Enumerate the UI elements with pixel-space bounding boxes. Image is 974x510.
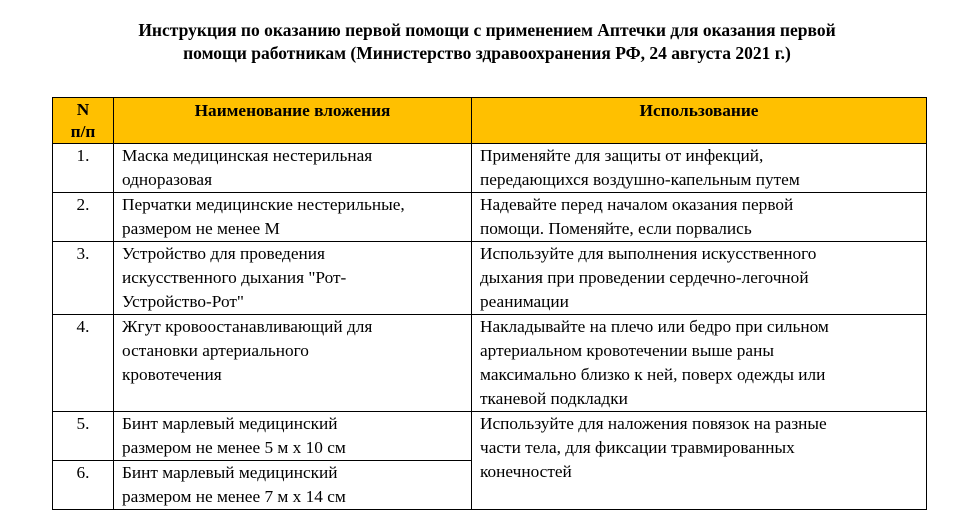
header-number-line-2: п/п [70, 122, 96, 141]
item-name-line: Устройство-Рот" [122, 292, 244, 311]
usage-line: Надевайте перед началом оказания первой [480, 195, 794, 214]
row-item-name [114, 315, 472, 412]
document-title-line-1: Инструкция по оказанию первой помощи с применением Аптечки для оказания первой [138, 20, 836, 40]
item-name-line: размером не менее 5 м х 10 см [122, 438, 346, 457]
item-name-line: Устройство для проведения [122, 244, 325, 263]
usage-line: конечностей [480, 462, 572, 481]
usage-line: передающихся воздушно-капельным путем [480, 170, 800, 189]
item-name-line: размером не менее 7 м х 14 см [122, 487, 346, 506]
row-usage [472, 412, 927, 510]
usage-line: тканевой подкладки [480, 389, 628, 408]
usage-line: дыхания при проведении сердечно-легочной [480, 268, 809, 287]
document-title-line-2: помощи работникам (Министерство здравоохранения РФ, 24 августа 2021 г.) [183, 43, 791, 63]
item-name-line: Маска медицинская нестерильная [122, 146, 373, 165]
usage-line: помощи. Поменяйте, если порвались [480, 219, 752, 238]
row-item-name [114, 461, 472, 510]
item-name-line: Перчатки медицинские нестерильные, [122, 195, 405, 214]
row-item-name [114, 193, 472, 242]
table-row [53, 144, 927, 193]
document-title [0, 19, 974, 65]
row-item-name [114, 144, 472, 193]
item-name-line: искусственного дыхания "Рот- [122, 268, 347, 287]
row-number: 6. [53, 461, 114, 510]
item-name-line: остановки артериального [122, 341, 309, 360]
usage-line: Применяйте для защиты от инфекций, [480, 146, 764, 165]
usage-line: артериальном кровотечении выше раны [480, 341, 774, 360]
row-number: 1. [53, 144, 114, 193]
usage-line: части тела, для фиксации травмированных [480, 438, 795, 457]
item-name-line: одноразовая [122, 170, 213, 189]
usage-line: Используйте для выполнения искусственного [480, 244, 817, 263]
row-usage [472, 242, 927, 315]
item-name-line: Бинт марлевый медицинский [122, 463, 338, 482]
item-name-line: Жгут кровоостанавливающий для [122, 317, 373, 336]
item-name-line: Бинт марлевый медицинский [122, 414, 338, 433]
table-header-row [53, 98, 927, 144]
table-row [53, 193, 927, 242]
row-number: 5. [53, 412, 114, 461]
row-item-name [114, 242, 472, 315]
usage-line: Накладывайте на плечо или бедро при сильном [480, 317, 829, 336]
row-item-name [114, 412, 472, 461]
row-number: 4. [53, 315, 114, 412]
item-name-line: кровотечения [122, 365, 222, 384]
table-row [53, 315, 927, 412]
item-name-line: размером не менее М [122, 219, 280, 238]
header-number-line-1: N [76, 100, 90, 119]
row-usage [472, 315, 927, 412]
table-row [53, 412, 927, 461]
row-usage [472, 144, 927, 193]
usage-line: максимально близко к ней, поверх одежды или [480, 365, 826, 384]
table-row [53, 242, 927, 315]
header-usage: Использование [472, 98, 927, 144]
header-number [53, 98, 114, 144]
row-number: 3. [53, 242, 114, 315]
row-usage [472, 193, 927, 242]
first-aid-kit-table [52, 97, 927, 510]
usage-line: реанимации [480, 292, 569, 311]
usage-line: Используйте для наложения повязок на разные [480, 414, 827, 433]
row-number: 2. [53, 193, 114, 242]
header-item-name: Наименование вложения [114, 98, 472, 144]
